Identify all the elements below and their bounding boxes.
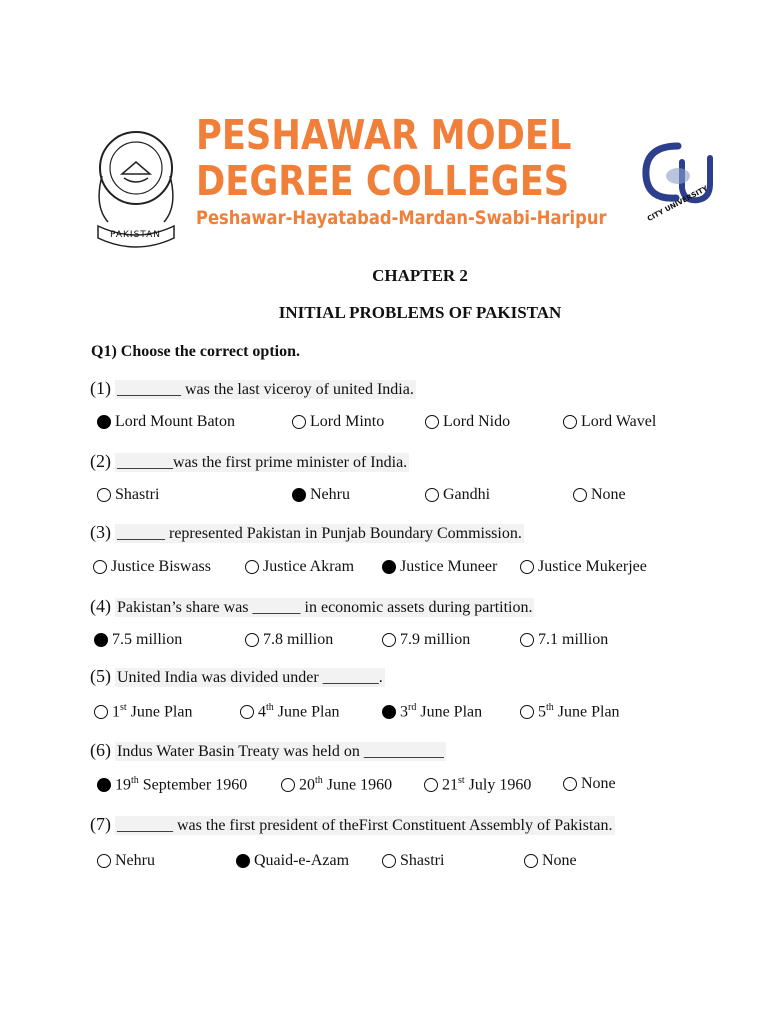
question-5: [90, 666, 385, 687]
radio-empty-icon: [93, 560, 107, 574]
college-name: [196, 112, 673, 230]
radio-empty-icon: [573, 488, 587, 502]
document-header: [88, 112, 728, 252]
seal-banner-text: PAKISTAN: [110, 230, 161, 240]
radio-empty-icon: [97, 854, 111, 868]
college-name-line2: DEGREE COLLEGES: [196, 157, 570, 205]
question-number: (5): [90, 666, 111, 686]
city-university-logo: [632, 128, 728, 240]
question-text: Pakistan’s share was ______ in economic assets during partition.: [117, 599, 533, 616]
question-4: [90, 596, 534, 617]
option-2c[interactable]: Gandhi: [425, 486, 490, 504]
option-6d[interactable]: None: [563, 775, 616, 793]
option-2b[interactable]: Nehru: [292, 486, 350, 504]
option-1c[interactable]: Lord Nido: [425, 413, 510, 431]
option-1a[interactable]: Lord Mount Baton: [97, 413, 235, 431]
option-4c[interactable]: 7.9 million: [382, 631, 470, 649]
question-number: (7): [90, 814, 111, 834]
option-3c[interactable]: Justice Muneer: [382, 558, 497, 576]
option-6a[interactable]: 19th September 1960: [97, 775, 247, 794]
college-name-line1: PESHAWAR MODEL: [196, 111, 572, 159]
radio-empty-icon: [425, 415, 439, 429]
question-6: [90, 740, 446, 761]
radio-empty-icon: [281, 778, 295, 792]
radio-empty-icon: [94, 705, 108, 719]
option-4b[interactable]: 7.8 million: [245, 631, 333, 649]
question-number: (4): [90, 596, 111, 616]
question-instruction: Q1) Choose the correct option.: [91, 343, 300, 360]
radio-empty-icon: [240, 705, 254, 719]
option-4a[interactable]: 7.5 million: [94, 631, 182, 649]
radio-empty-icon: [245, 633, 259, 647]
radio-empty-icon: [292, 415, 306, 429]
radio-selected-icon: [382, 560, 396, 574]
radio-empty-icon: [563, 415, 577, 429]
option-1d[interactable]: Lord Wavel: [563, 413, 656, 431]
question-number: (2): [90, 451, 111, 471]
radio-selected-icon: [382, 705, 396, 719]
radio-empty-icon: [382, 854, 396, 868]
chapter-number: CHAPTER 2: [372, 266, 468, 285]
radio-empty-icon: [425, 488, 439, 502]
option-3a[interactable]: Justice Biswass: [93, 558, 211, 576]
option-4d[interactable]: 7.1 million: [520, 631, 608, 649]
radio-selected-icon: [97, 778, 111, 792]
question-text: _______was the first prime minister of India.: [117, 454, 408, 471]
option-6c[interactable]: 21st July 1960: [424, 775, 531, 794]
radio-empty-icon: [524, 854, 538, 868]
option-2a[interactable]: Shastri: [97, 486, 159, 504]
city-university-text: CITY UNIVERSITY: [646, 184, 710, 224]
question-2: [90, 451, 409, 472]
option-5b[interactable]: 4th June Plan: [240, 702, 340, 721]
radio-selected-icon: [94, 633, 108, 647]
radio-empty-icon: [424, 778, 438, 792]
option-6b[interactable]: 20th June 1960: [281, 775, 392, 794]
question-text: Indus Water Basin Treaty was held on __________: [117, 743, 444, 760]
question-1: [90, 378, 416, 399]
question-3: [90, 522, 524, 543]
option-7c[interactable]: Shastri: [382, 852, 444, 870]
radio-selected-icon: [236, 854, 250, 868]
radio-empty-icon: [520, 560, 534, 574]
option-5a[interactable]: 1st June Plan: [94, 702, 192, 721]
question-text: _______ was the first president of theFirst Constituent Assembly of Pakistan.: [117, 817, 613, 834]
question-7: [90, 814, 615, 835]
option-3b[interactable]: Justice Akram: [245, 558, 354, 576]
question-number: (6): [90, 740, 111, 760]
radio-selected-icon: [292, 488, 306, 502]
radio-empty-icon: [520, 633, 534, 647]
radio-empty-icon: [245, 560, 259, 574]
radio-empty-icon: [520, 705, 534, 719]
option-2d[interactable]: None: [573, 486, 626, 504]
college-campuses: Peshawar-Hayatabad-Mardan-Swabi-Haripur: [196, 207, 607, 229]
option-7b[interactable]: Quaid-e-Azam: [236, 852, 349, 870]
question-text: United India was divided under _______.: [117, 669, 383, 686]
option-3d[interactable]: Justice Mukerjee: [520, 558, 647, 576]
option-7d[interactable]: None: [524, 852, 577, 870]
option-7a[interactable]: Nehru: [97, 852, 155, 870]
question-text: ______ represented Pakistan in Punjab Boundary Commission.: [117, 525, 522, 542]
option-5d[interactable]: 5th June Plan: [520, 702, 620, 721]
question-text: ________ was the last viceroy of united India.: [117, 381, 414, 398]
radio-selected-icon: [97, 415, 111, 429]
question-number: (1): [90, 378, 111, 398]
question-number: (3): [90, 522, 111, 542]
radio-empty-icon: [563, 777, 577, 791]
option-5c[interactable]: 3rd June Plan: [382, 702, 482, 721]
radio-empty-icon: [97, 488, 111, 502]
chapter-title: INITIAL PROBLEMS OF PAKISTAN: [278, 303, 562, 322]
option-1b[interactable]: Lord Minto: [292, 413, 384, 431]
radio-empty-icon: [382, 633, 396, 647]
